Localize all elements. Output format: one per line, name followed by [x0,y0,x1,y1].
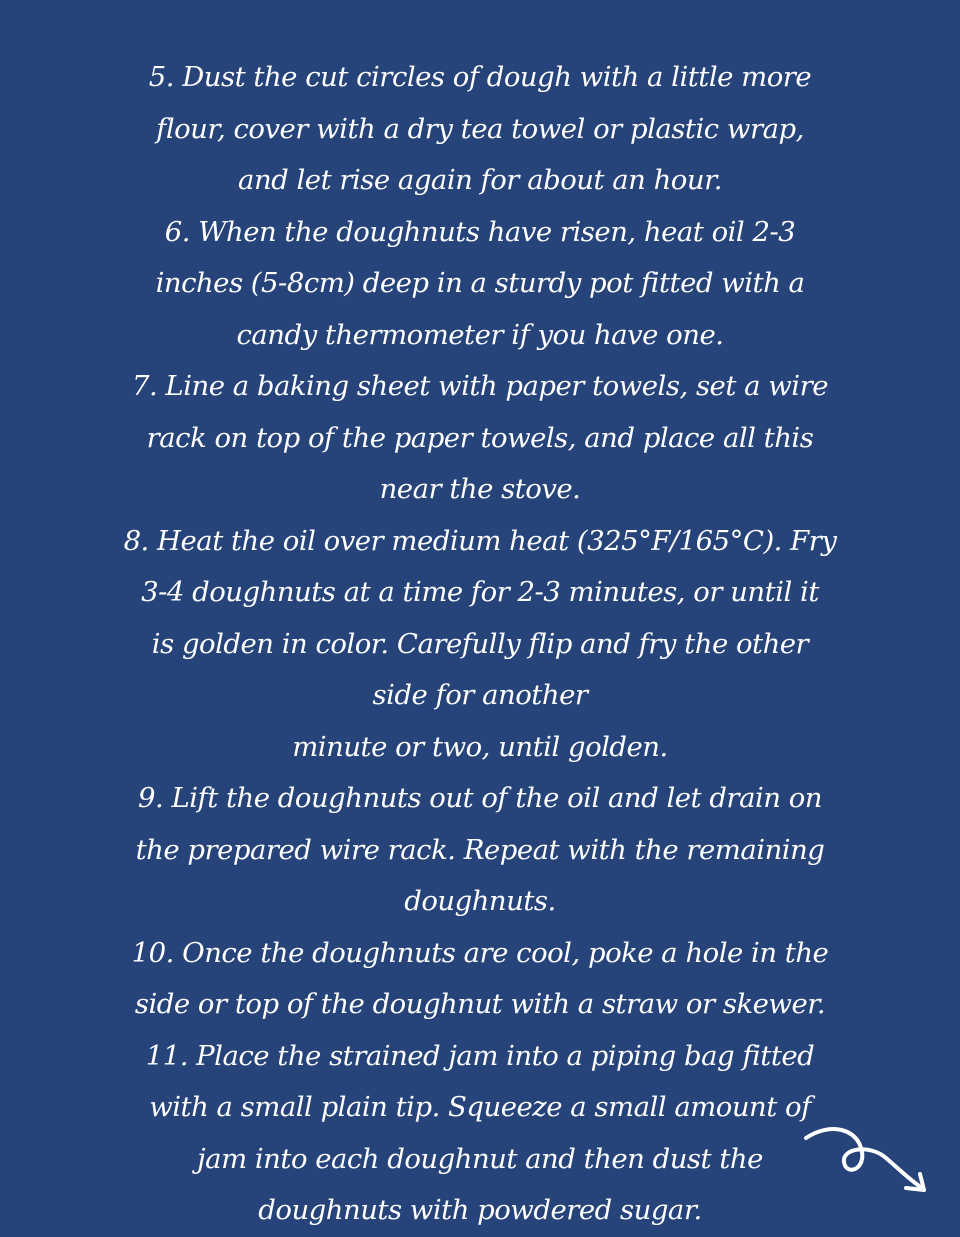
instruction-steps [100,52,860,1237]
step-10 [100,928,860,1031]
step-line: candy thermometer if you have one. [236,318,724,351]
step-line: 11. Place the strained jam into a piping bag fitted [145,1039,815,1072]
step-6 [100,207,860,362]
step-line: 6. When the doughnuts have risen, heat oil 2-3 [164,215,796,248]
step-9 [100,773,860,928]
step-line: is golden in color. Carefully flip and fry the other [151,627,809,660]
step-line: side for another [372,679,588,711]
step-8 [100,516,860,774]
step-line: doughnuts. [404,885,556,917]
step-line: 10. Once the doughnuts are cool, poke a hole in the [131,936,829,969]
step-line: minute or two, until golden. [292,730,668,763]
step-line: jam into each doughnut and then dust the [197,1142,763,1175]
step-line: 5. Dust the cut circles of dough with a little more [148,61,812,93]
step-line: doughnuts with powdered sugar. [258,1194,702,1226]
step-line: and let rise again for about an hour. [238,164,722,196]
step-line: near the stove. [379,473,581,505]
step-line: side or top of the doughnut with a straw or skewer. [134,988,826,1020]
step-line: inches (5-8cm) deep in a sturdy pot fitted with a [155,267,805,299]
step-line: rack on top of the paper towels, and place all this [146,421,814,454]
step-line: with a small plain tip. Squeeze a small amount of [149,1091,811,1123]
step-line: the prepared wire rack. Repeat with the remaining [135,833,825,866]
curly-arrow-right-icon[interactable] [800,1118,940,1200]
step-11 [100,1031,860,1237]
step-line: 8. Heat the oil over medium heat (325°F/165°C). Fry [123,524,837,557]
step-7 [100,361,860,516]
step-line: 7. Line a baking sheet with paper towels, set a wire [131,370,829,402]
step-line: flour, cover with a dry tea towel or plastic wrap, [156,112,804,145]
step-line: 9. Lift the doughnuts out of the oil and let drain on [138,782,822,814]
step-line: 3-4 doughnuts at a time for 2-3 minutes, or until it [141,576,819,608]
step-5 [100,52,860,207]
